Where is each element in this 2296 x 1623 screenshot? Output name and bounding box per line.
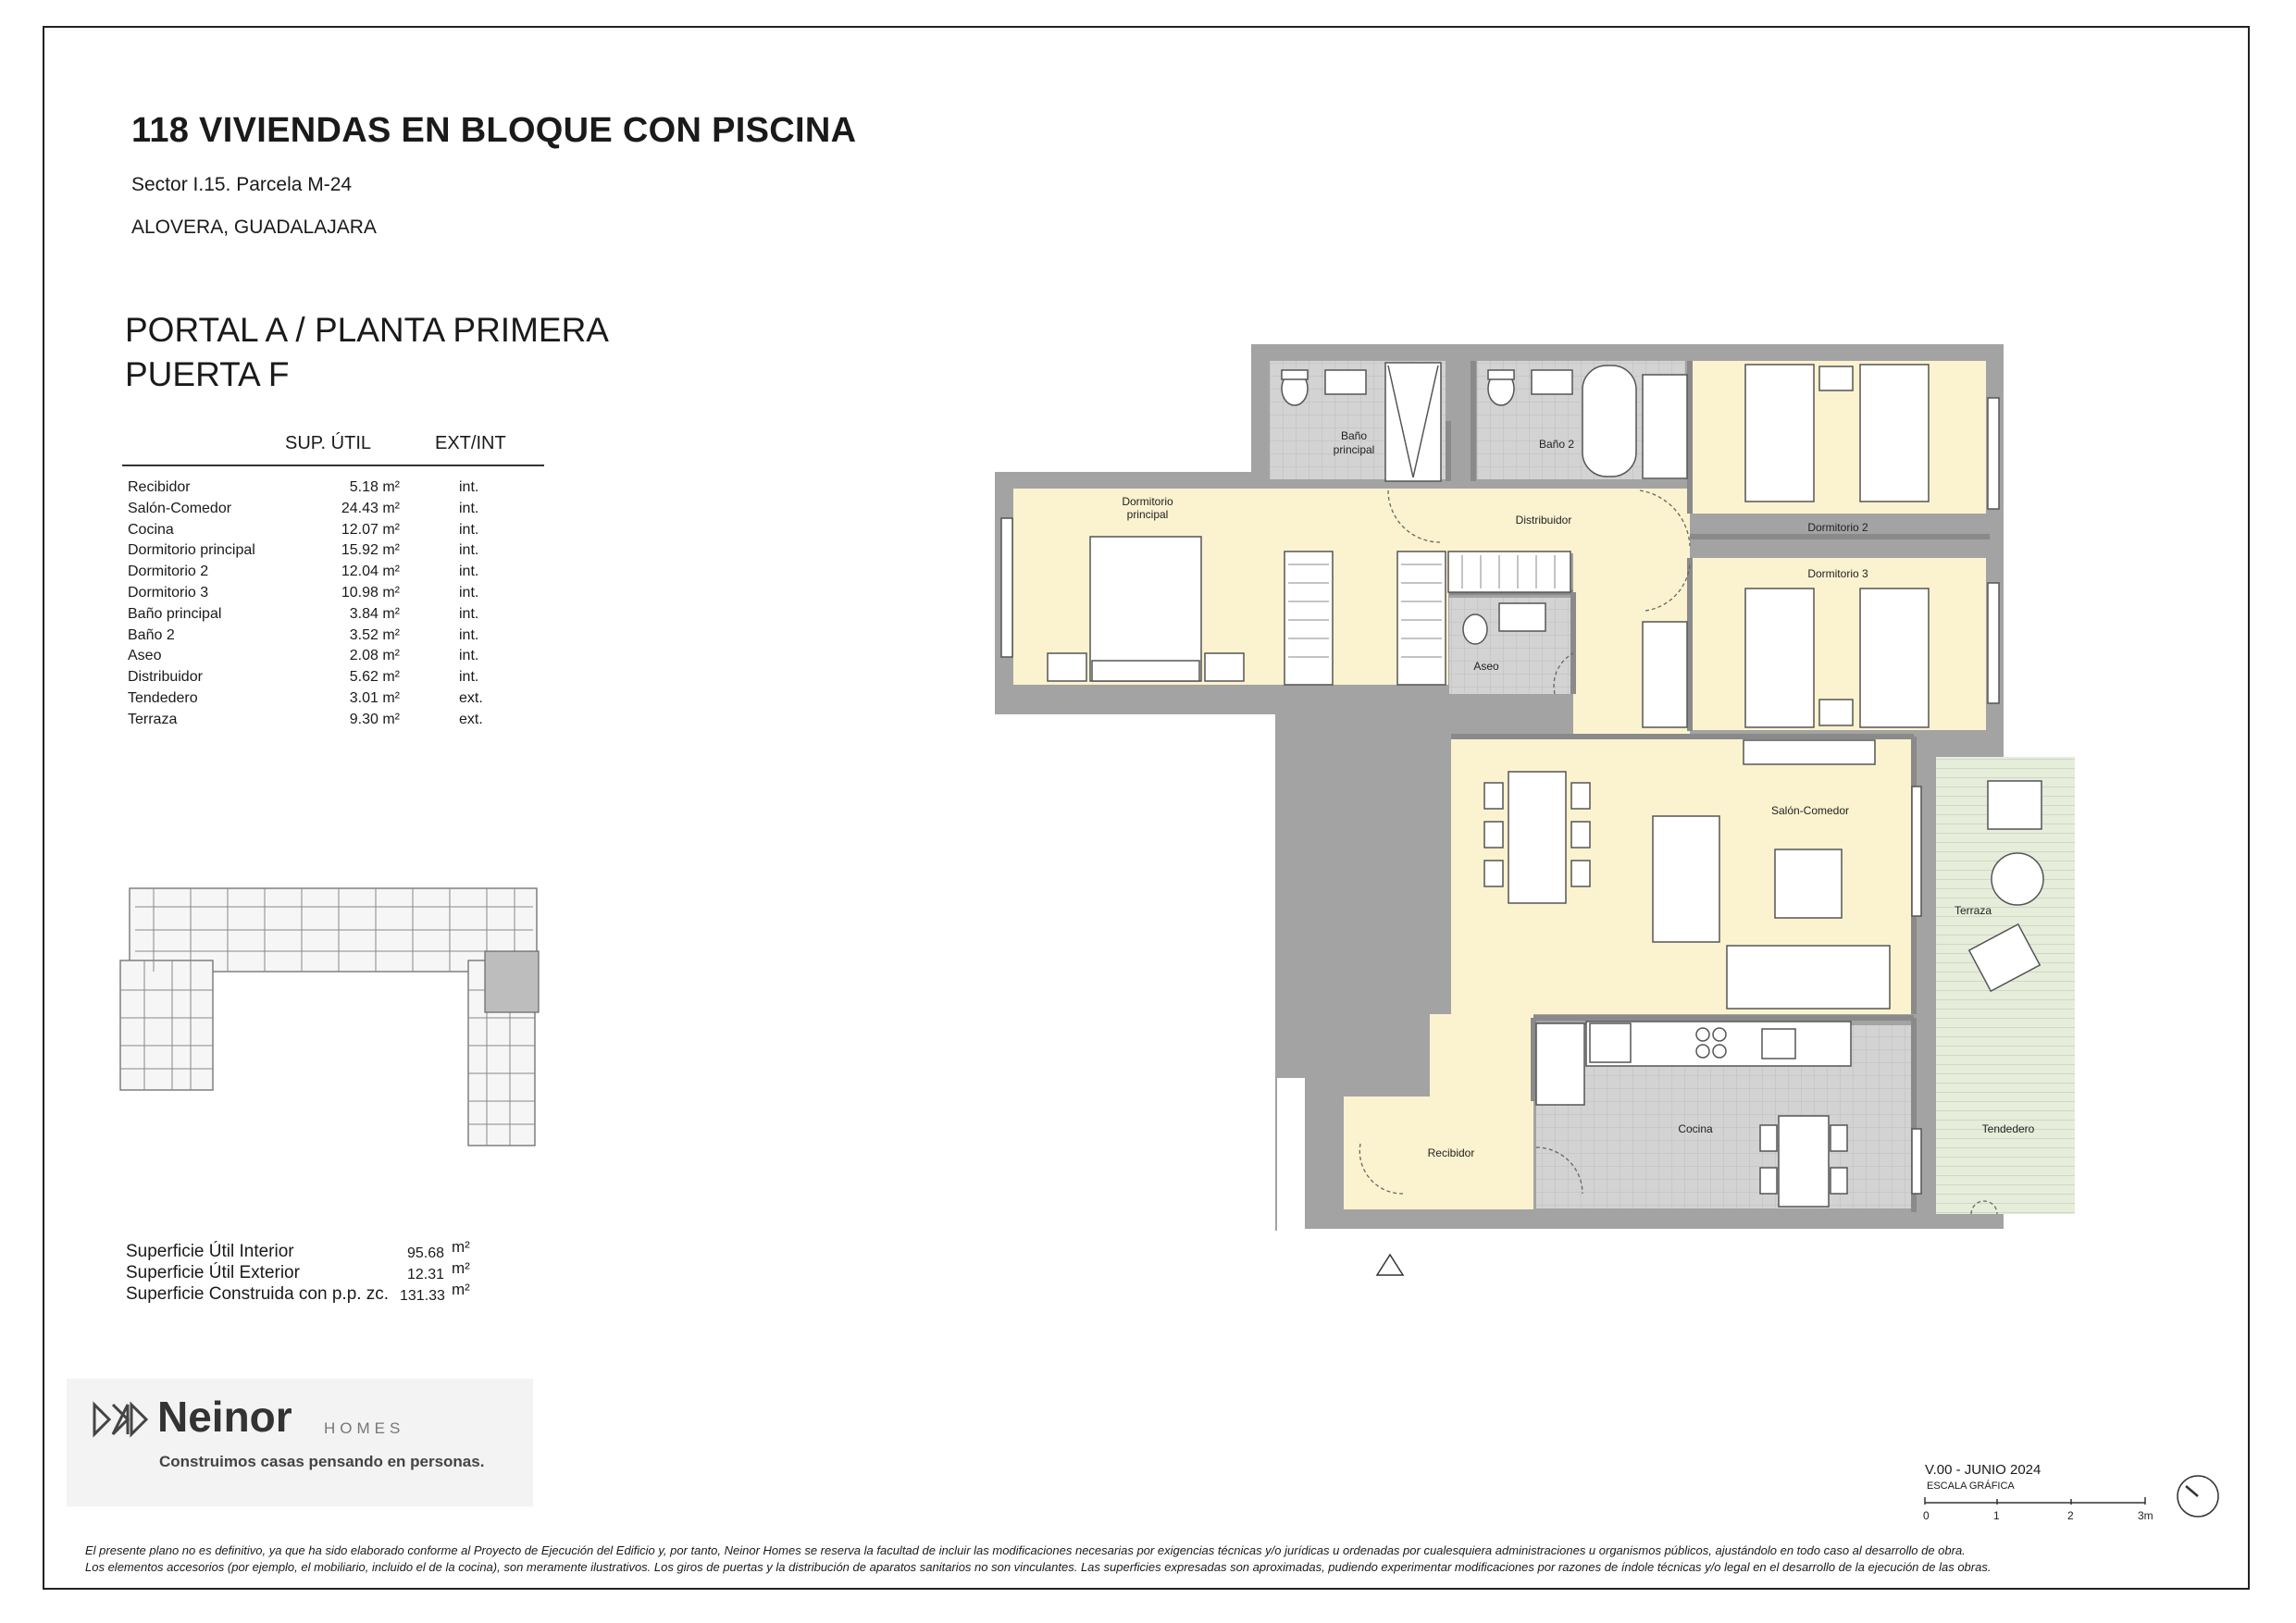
table-row (128, 585, 516, 605)
row-name: Salón-Comedor (128, 500, 232, 516)
disclaimer-line-1: El presente plano no es definitivo, ya que ha sido elaborado conforme al Proyecto de Ejecución del Edificio y, por tanto, Neinor Homes se reserva la facultad de incluir las modificaciones necesarias por exigencias técnicas y/o jurídicas u ordenadas por cualesquiera administraciones u organismos públicos, ajustándolo en todo caso al desarrollo de obra. (85, 1543, 1966, 1557)
svg-text:Tendedero: Tendedero (1981, 1122, 2035, 1135)
door-heading: PUERTA F (125, 355, 290, 393)
row-type: int. (459, 626, 479, 643)
table-rule (122, 465, 544, 466)
logo-tagline: Construimos casas pensando en personas. (159, 1453, 485, 1470)
svg-text:0: 0 (1923, 1509, 1930, 1522)
row-type: int. (459, 521, 479, 538)
row-name: Baño principal (128, 605, 222, 622)
svg-text:3m: 3m (2138, 1509, 2153, 1522)
svg-text:Recibidor: Recibidor (1427, 1146, 1475, 1159)
logo-mark-icon (91, 1399, 150, 1440)
svg-text:Dormitorio: Dormitorio (1122, 495, 1173, 508)
project-sector: Sector I.15. Parcela M-24 (131, 174, 353, 195)
disclaimer-line-2: Los elementos accesorios (por ejemplo, el mobiliario, incluido el de la cocina), son meramente ilustrativos. Los giros de puertas y la distribución de aparatos sanitarios no son vinculantes. Las superficies expresadas son aproximadas, pudiendo experimentar modificaciones por razones de índole técnicas y/o legal en el desarrollo de la ejecución de las obras. (85, 1560, 1992, 1574)
row-type: int. (459, 542, 479, 559)
row-area: 9.30 m² (349, 711, 400, 727)
row-area: 10.98 m² (341, 585, 400, 601)
north-arrow-icon (2175, 1473, 2221, 1519)
scale-bar (1923, 1492, 2164, 1529)
table-row (128, 564, 516, 584)
logo-suffix: HOMES (324, 1419, 405, 1437)
row-name: Dormitorio principal (128, 542, 255, 559)
entrance-arrow-icon (1377, 1255, 1403, 1275)
row-type: int. (459, 648, 479, 664)
svg-text:Baño 2: Baño 2 (1538, 438, 1575, 451)
row-name: Cocina (128, 521, 174, 538)
row-type: int. (459, 605, 479, 622)
svg-text:2: 2 (2067, 1509, 2074, 1522)
row-area: 24.43 m² (341, 500, 400, 516)
unit-highlight (485, 951, 539, 1012)
svg-text:Salón-Comedor: Salón-Comedor (1770, 804, 1850, 817)
row-name: Aseo (128, 648, 162, 664)
svg-text:Aseo: Aseo (1473, 660, 1499, 673)
row-area: 12.04 m² (341, 564, 400, 580)
version-label: V.00 - JUNIO 2024 (1925, 1462, 2042, 1478)
col-header-type: EXT/INT (435, 433, 506, 453)
table-row (128, 522, 516, 542)
svg-text:Dormitorio 2: Dormitorio 2 (1807, 521, 1868, 534)
svg-text:Terraza: Terraza (1954, 904, 1992, 917)
row-area: 5.62 m² (349, 669, 400, 686)
table-row (128, 542, 516, 563)
total-interior: Superficie Útil Interior 95.68 m² (126, 1238, 470, 1261)
row-name: Baño 2 (128, 626, 175, 643)
table-row (128, 627, 516, 648)
svg-text:principal: principal (1126, 508, 1169, 521)
svg-text:Distribuidor: Distribuidor (1515, 514, 1572, 527)
svg-text:principal: principal (1333, 443, 1375, 456)
row-type: ext. (459, 711, 483, 727)
row-type: int. (459, 500, 479, 516)
row-type: int. (459, 479, 479, 495)
row-area: 3.52 m² (349, 626, 400, 643)
table-row (128, 669, 516, 689)
svg-text:Baño: Baño (1340, 429, 1368, 442)
svg-text:Dormitorio 3: Dormitorio 3 (1807, 567, 1868, 580)
table-row (128, 690, 516, 711)
row-type: int. (459, 585, 479, 601)
row-area: 5.18 m² (349, 479, 400, 495)
row-name: Terraza (128, 711, 178, 727)
svg-text:Cocina: Cocina (1678, 1122, 1713, 1135)
brand-logo (67, 1379, 533, 1506)
row-type: int. (459, 669, 479, 686)
table-row (128, 712, 516, 732)
col-header-area: SUP. ÚTIL (285, 433, 371, 453)
row-area: 2.08 m² (349, 648, 400, 664)
logo-brand: Neinor (157, 1393, 292, 1441)
row-area: 15.92 m² (341, 542, 400, 559)
row-name: Distribuidor (128, 669, 203, 686)
total-exterior: Superficie Útil Exterior 12.31 m² (126, 1259, 470, 1282)
row-name: Tendedero (128, 690, 198, 706)
row-area: 3.84 m² (349, 605, 400, 622)
table-row (128, 501, 516, 521)
row-area: 12.07 m² (341, 521, 400, 538)
row-type: ext. (459, 690, 483, 706)
table-row (128, 606, 516, 626)
row-name: Recibidor (128, 479, 191, 495)
scale-title: ESCALA GRÁFICA (1927, 1481, 2015, 1492)
row-area: 3.01 m² (349, 690, 400, 706)
row-type: int. (459, 564, 479, 580)
portal-heading: PORTAL A / PLANTA PRIMERA (125, 311, 609, 349)
project-title: 118 VIVIENDAS EN BLOQUE CON PISCINA (131, 111, 857, 150)
key-plan (117, 879, 542, 1157)
table-row (128, 648, 516, 668)
floor-plan (981, 315, 2110, 1277)
table-row (128, 479, 516, 500)
row-name: Dormitorio 3 (128, 585, 209, 601)
row-name: Dormitorio 2 (128, 564, 209, 580)
svg-text:1: 1 (1993, 1509, 2000, 1522)
project-location: ALOVERA, GUADALAJARA (131, 217, 377, 238)
total-built: Superficie Construida con p.p. zc. 131.33 m² (126, 1281, 470, 1304)
